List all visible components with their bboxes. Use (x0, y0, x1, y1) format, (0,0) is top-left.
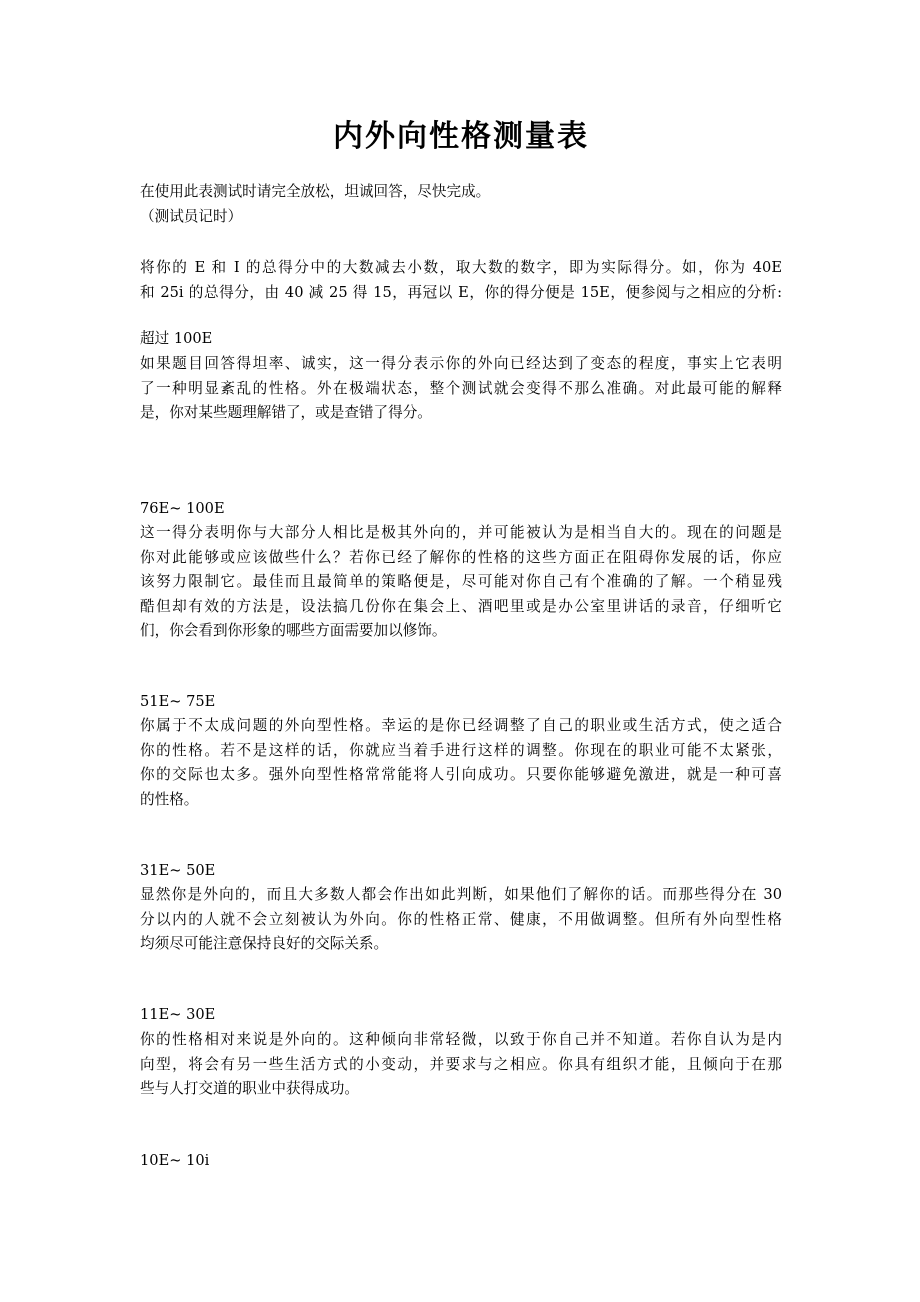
section-line: 均须尽可能注意保持良好的交际关系。 (140, 935, 389, 952)
section-line: 你的性格。若不是这样的话，你就应当着手进行这样的调整。你现在的职业可能不太紧张， (140, 741, 782, 759)
section-body-76e-100e (140, 521, 782, 644)
section-line: 酷但却有效的方法是，设法搞几份你在集会上、酒吧里或是办公室里讲话的录音，仔细听它 (140, 597, 782, 615)
section-heading-76e-100e: 76E~ 100E (140, 500, 225, 517)
section-line: 你的交际也太多。强外向型性格常常能将人引向成功。只要你能够避免激进，就是一种可喜 (140, 766, 782, 783)
intro-paragraph (140, 180, 782, 229)
section-line: 些与人打交道的职业中获得成功。 (140, 1080, 359, 1097)
section-body-51e-75e (140, 714, 782, 812)
section-line: 了一种明显紊乱的性格。外在极端状态，整个测试就会变得不那么准确。对此最可能的解释 (140, 379, 782, 397)
intro-line-1: 在使用此表测试时请完全放松，坦诚回答，尽快完成。 (140, 183, 491, 200)
section-heading-11e-30e: 11E~ 30E (140, 1006, 216, 1023)
section-line: 这一得分表明你与大部分人相比是极其外向的，并可能被认为是相当自大的。现在的问题是 (140, 524, 782, 541)
section-line: 是，你对某些题理解错了，或是查错了得分。 (140, 404, 432, 421)
section-line: 如果题目回答得坦率、诚实，这一得分表示你的外向已经达到了变态的程度，事实上它表明 (140, 355, 782, 372)
scoring-paragraph (140, 256, 782, 305)
section-line: 该努力限制它。最佳而且最简单的策略便是，尽可能对你自己有个准确的了解。一个稍显残 (140, 573, 782, 590)
section-line: 你属于不太成问题的外向型性格。幸运的是你已经调整了自己的职业或生活方式，使之适合 (140, 717, 782, 734)
intro-line-2: （测试员记时） (140, 207, 243, 225)
section-heading-51e-75e: 51E~ 75E (140, 693, 216, 710)
scoring-line-2: 和 25i 的总得分，由 40 减 25 得 15，再冠以 E，你的得分便是 15E，便参阅与之相应的分析: (140, 283, 782, 301)
page-title: 内外向性格测量表 (333, 119, 589, 154)
section-line: 们，你会看到你形象的哪些方面需要加以修饰。 (140, 622, 447, 639)
section-line: 向型，将会有另一些生活方式的小变动，并要求与之相应。你具有组织才能，且倾向于在那 (140, 1055, 782, 1073)
section-body-31e-50e (140, 883, 782, 957)
section-body-over-100e (140, 352, 782, 426)
section-body-11e-30e (140, 1028, 782, 1102)
section-line: 的性格。 (140, 790, 199, 808)
section-line: 你的性格相对来说是外向的。这种倾向非常轻微，以致于你自己并不知道。若你自认为是内 (140, 1031, 782, 1048)
section-line: 显然你是外向的，而且大多数人都会作出如此判断，如果他们了解你的话。而那些得分在 30 (140, 886, 782, 903)
section-line: 你对此能够或应该做些什么？若你已经了解你的性格的这些方面正在阻碍你发展的话，你应 (140, 548, 782, 566)
section-line: 分以内的人就不会立刻被认为外向。你的性格正常、健康，不用做调整。但所有外向型性格 (140, 910, 782, 928)
scoring-line-1: 将你的 E 和 I 的总得分中的大数减去小数，取大数的数字，即为实际得分。如，你为 40E (140, 259, 782, 276)
section-heading-over-100e: 超过 100E (140, 330, 213, 347)
section-heading-10e-10i: 10E~ 10i (140, 1152, 210, 1169)
section-heading-31e-50e: 31E~ 50E (140, 862, 216, 879)
